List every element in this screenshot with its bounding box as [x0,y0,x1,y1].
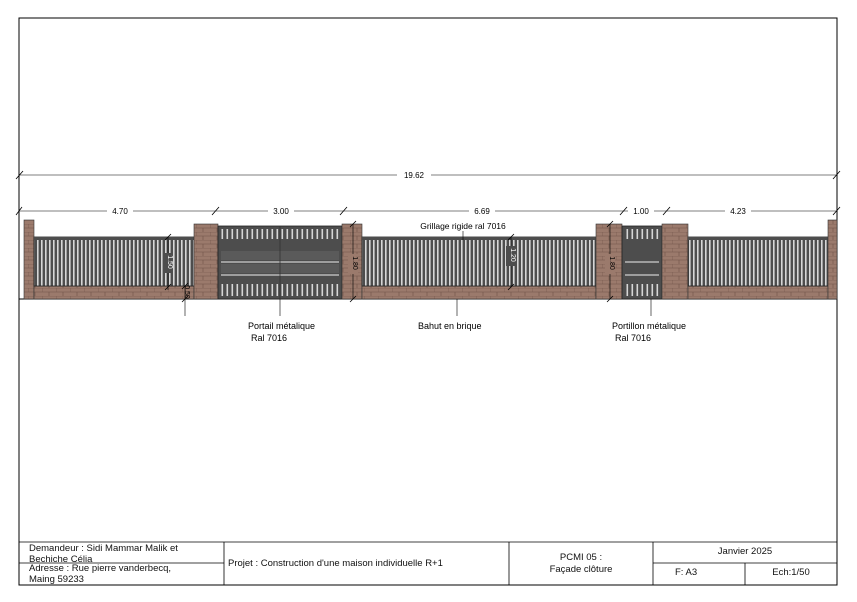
title-plan-title: Façade clôture [549,564,613,575]
dim-height-bahut: 1.20 [509,248,516,262]
left-end-pillar [24,220,34,299]
label-bahut: Bahut en brique [418,321,482,331]
title-adresse-2: Maing 59233 [29,574,84,585]
title-projet: Projet : Construction d'une maison individuelle R+1 [228,558,443,569]
right-brick-base [688,286,828,299]
portillon-right-pillar [662,224,688,299]
middle-grille-panel [362,237,596,286]
dim-segment-2: 3.00 [273,207,289,216]
right-fence-section [688,220,837,299]
label-portail-1: Portail métalique [248,321,316,331]
dim-segment-1: 4.70 [112,207,128,216]
dim-height-gate: 1.80 [351,256,358,270]
dim-segment-4: 1.00 [633,207,649,216]
bahut-brick-base [362,286,596,299]
label-portillon-1: Portillon métalique [612,321,687,331]
right-end-pillar [828,220,837,299]
dim-segment-5: 4.23 [730,207,746,216]
overall-dimension [16,169,840,180]
right-grille-panel [688,237,828,286]
label-portail-2: Ral 7016 [251,333,288,343]
portail-gate [218,226,342,299]
left-brick-base [34,286,194,299]
segment-dimensions [16,205,840,216]
title-plan-code: PCMI 05 : [559,552,603,563]
title-format: F: A3 [675,567,698,578]
label-portillon-2: Ral 7016 [615,333,652,343]
dim-total: 19.62 [403,171,425,180]
dim-height-base: 0.50 [183,285,190,299]
title-date: Janvier 2025 [717,546,773,557]
drawing-frame [19,18,837,585]
dim-height-left: 1.50 [166,255,173,269]
title-scale: Ech:1/50 [772,567,810,578]
dim-segment-3: 6.69 [474,207,490,216]
label-grillage: Grillage rigide ral 7016 [420,221,506,231]
bahut-section [362,237,596,299]
title-adresse-1: Adresse : Rue pierre vanderbecq, [29,563,172,574]
dim-height-portillon: 1.80 [608,256,615,270]
portillon-gate [622,226,662,299]
gate-left-pillar [194,224,218,299]
title-demandeur: Demandeur : Sidi Mammar Malik et Bechiche Célia [29,543,178,565]
